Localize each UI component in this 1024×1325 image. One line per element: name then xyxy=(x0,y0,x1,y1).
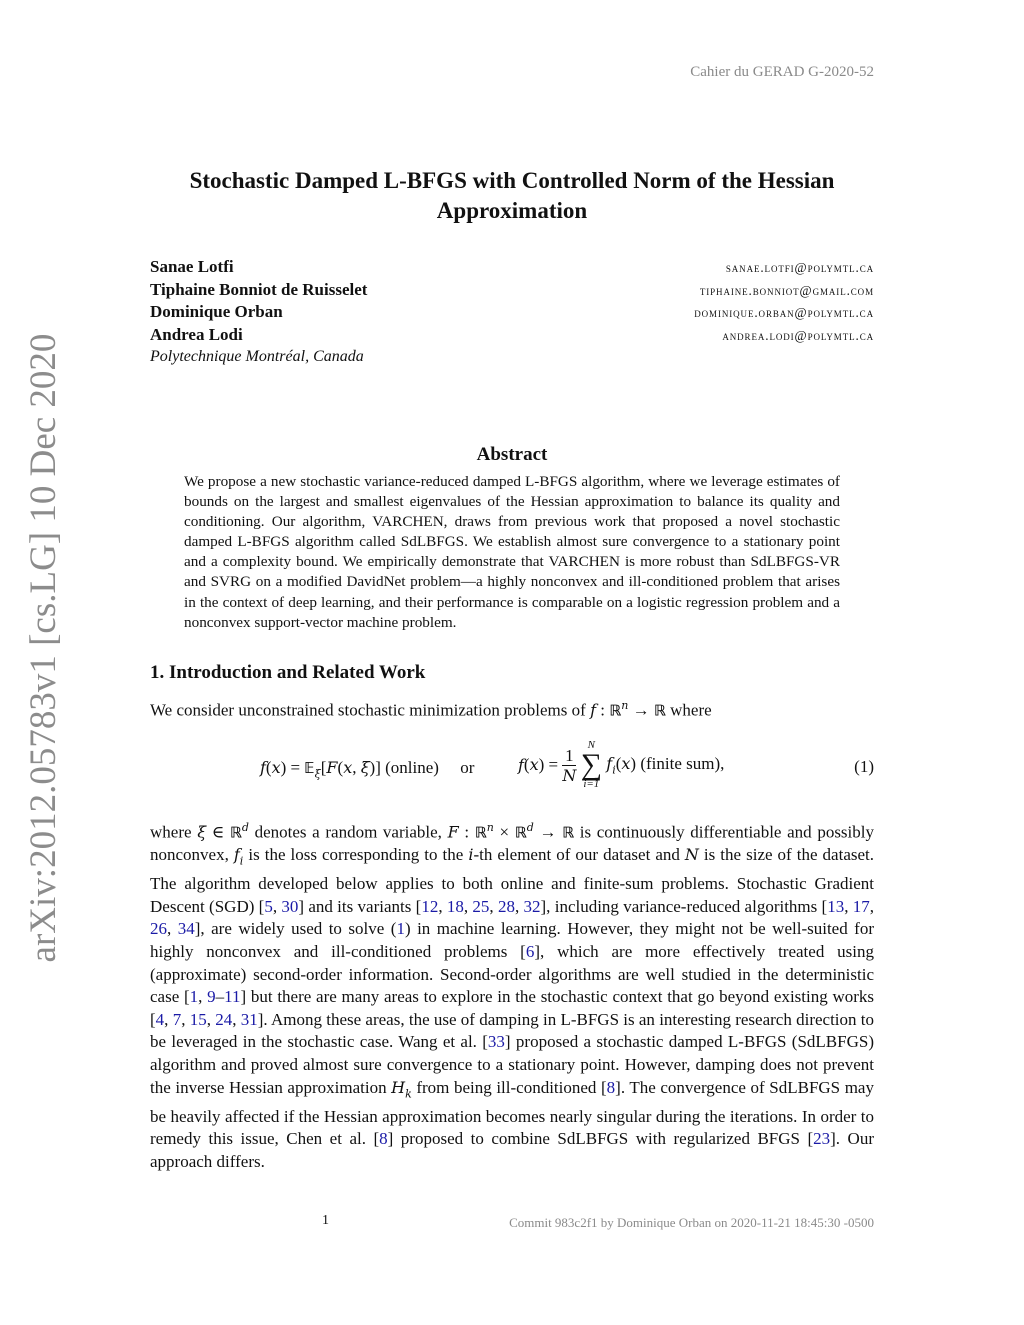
equation-link[interactable]: 1 xyxy=(396,919,405,939)
citation-link[interactable]: 8 xyxy=(379,1129,388,1149)
equation-number: (1) xyxy=(854,757,874,776)
citation-link[interactable]: 30 xyxy=(281,896,299,916)
intro-paragraph: where ξ ∈ ℝ$^d$ denotes a random variable, F : ℝ$^n$ × ℝ$^d$ → ℝ is continuously differentiable and possibly nonconvex, $f_i$ is the loss corresponding to the i-th element of our dataset and N is the size of the dataset. The algorithm developed below applies to both online and finite-sum problems. Stochastic Gradient Descent (SGD) [5, 30] and its variants [12, 18, 25, 28, 32], including variance-reduced algorithms [13, 17, 26, 34], are widely used to solve (1) in machine learning. However, they might not be well-suited for highly nonconvex and ill-conditioned problems [6], which are more effectively treated using (approximate) second-order information. Second-order algorithms are well studied in the deterministic case [1, 9–11] but there are many areas to explore in the stochastic context that go beyond existing works [4, 7, 15, 24, 31]. Among these areas, the use of damping in L-BFGS is an interesting research direction to be leveraged in the stochastic case. Wang et al. [33] proposed a stochastic damped L-BFGS (SdLBFGS) algorithm and proved almost sure convergence to a stationary point. However, damping does not prevent the inverse Hessian approximation $H_k$ from being ill-conditioned [8]. The convergence of SdLBFGS may be heavily affected if the Hessian approximation becomes nearly singular during the iterations. In order to remedy this issue, Chen et al. [8] proposed to combine SdLBFGS with regularized BFGS [23]. Our approach differs. xyxy=(150,821,875,1171)
citation-link[interactable]: 31 xyxy=(240,1009,258,1029)
abstract-heading: Abstract xyxy=(476,444,548,465)
citation-link[interactable]: 24 xyxy=(215,1009,233,1029)
author-email[interactable]: andrea.lodi@polymtl.ca xyxy=(722,327,874,343)
finite-sum-label: (finite sum), xyxy=(640,753,725,773)
author-name: Dominique Orban xyxy=(150,302,283,321)
author-row xyxy=(150,257,874,280)
citation-link[interactable]: 32 xyxy=(523,896,541,916)
affiliation: Polytechnique Montréal, Canada xyxy=(150,348,364,365)
or-label: or xyxy=(460,758,475,777)
author-name: Sanae Lotfi xyxy=(150,257,234,276)
author-name: Tiphaine Bonniot de Ruisselet xyxy=(150,279,368,299)
author-name: Andrea Lodi xyxy=(150,324,243,344)
citation-link[interactable]: 11 xyxy=(224,987,241,1007)
citation-link[interactable]: 8 xyxy=(606,1077,616,1097)
intro-text-end: where xyxy=(665,700,712,720)
citation-link[interactable]: 15 xyxy=(189,1009,207,1029)
author-email[interactable]: tiphaine.bonniot@gmail.com xyxy=(699,282,874,298)
arxiv-identifier[interactable]: arXiv:2012.05783v1 [cs.LG] 10 Dec 2020 xyxy=(23,333,64,963)
citation-link[interactable]: 4 xyxy=(155,1009,165,1029)
citation-link[interactable]: 26 xyxy=(150,919,167,939)
section-heading: 1. Introduction and Related Work xyxy=(150,662,426,683)
citation-link[interactable]: 28 xyxy=(497,896,515,916)
author-row xyxy=(150,302,874,325)
author-email[interactable]: dominique.orban@polymtl.ca xyxy=(694,305,874,320)
citation-link[interactable]: 13 xyxy=(827,896,845,916)
commit-footer: Commit 983c2f1 by Dominique Orban on 2020-11-21 18:45:30 -0500 xyxy=(509,1215,874,1230)
page-number: 1 xyxy=(322,1213,329,1228)
citation-link[interactable]: 18 xyxy=(446,896,464,916)
author-row xyxy=(150,325,874,348)
citation-link[interactable]: 17 xyxy=(852,896,870,916)
equation-body: f(x) = 𝔼$_\xi$[F(x, ξ)] (online) or f(x) = $\frac{1}{N}$ N ∑ i=1 $f_i(x)$ (finite sum), xyxy=(260,739,725,790)
citation-link[interactable]: 6 xyxy=(525,942,535,962)
paper-title xyxy=(150,166,874,226)
title-line-2: Approximation xyxy=(436,198,588,223)
equation-1 xyxy=(150,740,874,802)
online-label: (online) xyxy=(385,758,439,777)
title-line-1: Stochastic Damped L-BFGS with Controlled Norm of the Hessian xyxy=(189,168,835,193)
author-email[interactable]: sanae.lotfi@polymtl.ca xyxy=(725,260,874,275)
citation-link[interactable]: 33 xyxy=(487,1032,505,1052)
citation-link[interactable]: 23 xyxy=(813,1129,831,1149)
citation-link[interactable]: 9 xyxy=(207,987,216,1007)
citation-link[interactable]: 25 xyxy=(472,896,490,916)
citation-link[interactable]: 1 xyxy=(189,987,199,1007)
author-block xyxy=(150,257,874,366)
citation-link[interactable]: 34 xyxy=(177,919,195,939)
header-gerad: Cahier du GERAD G-2020-52 xyxy=(690,64,874,80)
author-row xyxy=(150,280,874,303)
citation-link[interactable]: 5 xyxy=(264,896,273,916)
arxiv-sidebar[interactable] xyxy=(21,333,67,963)
intro-text: We consider unconstrained stochastic minimization problems of xyxy=(150,700,591,720)
intro-sentence: We consider unconstrained stochastic minimization problems of f : ℝ$^n$ → ℝ where xyxy=(150,699,712,720)
abstract-text: We propose a new stochastic variance-reduced damped L-BFGS algorithm, where we leverage estimates of bounds on the largest and smallest eigenvalues of the Hessian approximation to balance its quality and conditioning. Our algorithm, VARCHEN, draws from previous work that proposed a novel stochastic damped L-BFGS algorithm called SdLBFGS. We establish almost sure convergence to a stationary point and a complexity bound. We empirically demonstrate that VARCHEN is more robust than SdLBFGS-VR and SVRG on a modified DavidNet problem—a highly nonconvex and ill-conditioned problem that arises in the context of deep learning, and their performance is comparable on a logistic regression problem and a nonconvex support-vector machine problem. xyxy=(184,473,840,631)
citation-link[interactable]: 7 xyxy=(172,1009,182,1029)
citation-link[interactable]: 12 xyxy=(421,896,439,916)
